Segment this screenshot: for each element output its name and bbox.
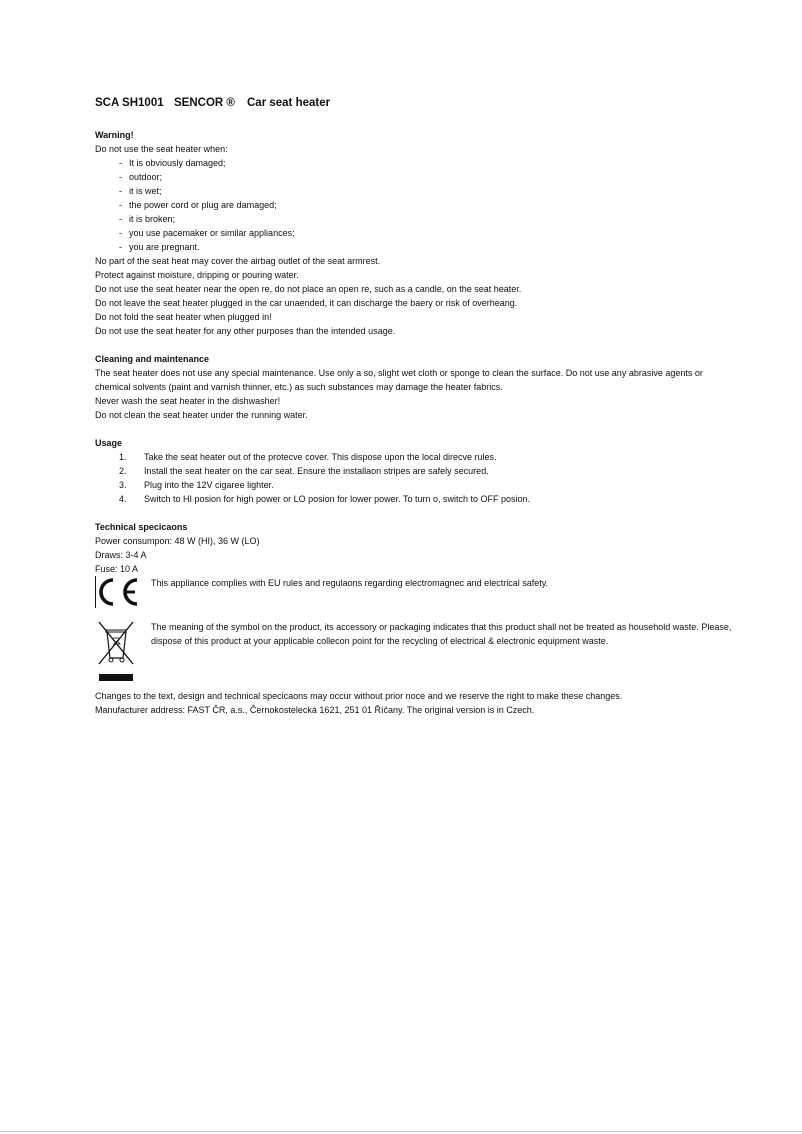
cleaning-line: Do not clean the seat heater under the running water. xyxy=(95,410,308,420)
current-draw: Draws: 3-4 A xyxy=(95,550,147,560)
usage-heading: Usage xyxy=(95,438,123,448)
fuse-rating: Fuse: 10 A xyxy=(95,564,139,574)
warning-heading: Warning! xyxy=(95,130,134,140)
list-item: - outdoor; xyxy=(119,170,735,184)
step-number: 2. xyxy=(119,466,127,476)
weee-bar-icon xyxy=(99,674,133,681)
list-item: - it is wet; xyxy=(119,184,735,198)
list-item: - It is obviously damaged; xyxy=(119,156,735,170)
warning-note: Do not use the seat heater for any other purposes than the intended usage. xyxy=(95,326,396,336)
crossed-bin-icon xyxy=(95,620,139,666)
warning-intro: Do not use the seat heater when: xyxy=(95,144,228,154)
warning-note: Do not use the seat heater near the open re, do not place an open re, such as a candle, on the seat heater. xyxy=(95,284,522,294)
warning-note: Do not leave the seat heater plugged in the car unaended, it can discharge the baery or risk of overheang. xyxy=(95,298,518,308)
step-number: 1. xyxy=(119,452,127,462)
ce-text: This appliance complies with EU rules and regulaons regarding electromagnec and electrical safety. xyxy=(151,578,549,588)
step-text: Install the seat heater on the car seat. Ensure the installaon stripes are safely secured. xyxy=(144,466,489,476)
list-item xyxy=(119,450,735,464)
list-item xyxy=(119,492,735,506)
ce-mark-icon xyxy=(95,576,151,612)
step-text: Take the seat heater out of the protecve cover. This dispose upon the local direcve rules. xyxy=(144,452,497,462)
manufacturer-address: Manufacturer address: FAST ČR, a.s., Černokostelecká 1621, 251 01 Říčany. The original version is in Czech. xyxy=(95,705,535,715)
list-item: - it is broken; xyxy=(119,212,735,226)
warning-note: Do not fold the seat heater when plugged in! xyxy=(95,312,272,322)
changes-notice: Changes to the text, design and technical specicaons may occur without prior noce and we reserve the right to make these changes. xyxy=(95,691,623,701)
step-text: Plug into the 12V cigaree lighter. xyxy=(144,480,274,490)
model-number: SCA SH1001 xyxy=(95,97,164,109)
warning-conditions-list xyxy=(95,156,735,254)
cleaning-heading: Cleaning and maintenance xyxy=(95,354,210,364)
page-bottom-divider xyxy=(0,1131,802,1132)
cleaning-line: The seat heater does not use any special maintenance. Use only a so, slight wet cloth or sponge to clean the surface. Do not use any abrasive agents or chemical solvents (paint and varnish thinner, etc.) as such substances may damage the heater fabrics. xyxy=(95,368,703,392)
step-text: Switch to HI posion for high power or LO posion for lower power. To turn o, switch to OFF posion. xyxy=(144,494,531,504)
list-item xyxy=(119,464,735,478)
product-name: Car seat heater xyxy=(247,97,331,109)
list-item: - the power cord or plug are damaged; xyxy=(119,198,735,212)
list-item: - you use pacemaker or similar appliances; xyxy=(119,226,735,240)
ce-section xyxy=(95,576,735,612)
document-page xyxy=(95,96,735,717)
list-item xyxy=(119,478,735,492)
step-number: 3. xyxy=(119,480,127,490)
warning-note: Protect against moisture, dripping or pouring water. xyxy=(95,270,299,280)
weee-section xyxy=(95,620,735,681)
document-title xyxy=(95,96,735,110)
weee-text: The meaning of the symbol on the product, its accessory or packaging indicates that this product shall not be treated as household waste. Please, dispose of this product at your applicable collecon point for the recycling of electrical & electronic equipment waste. xyxy=(151,622,732,646)
step-number: 4. xyxy=(119,494,127,504)
brand-name: SENCOR ® xyxy=(174,97,235,109)
usage-steps-list xyxy=(95,450,735,506)
technical-heading: Technical specicaons xyxy=(95,522,188,532)
power-consumption: Power consumpon: 48 W (HI), 36 W (LO) xyxy=(95,536,260,546)
warning-note: No part of the seat heat may cover the airbag outlet of the seat armrest. xyxy=(95,256,381,266)
list-item: - you are pregnant. xyxy=(119,240,735,254)
cleaning-line: Never wash the seat heater in the dishwasher! xyxy=(95,396,281,406)
